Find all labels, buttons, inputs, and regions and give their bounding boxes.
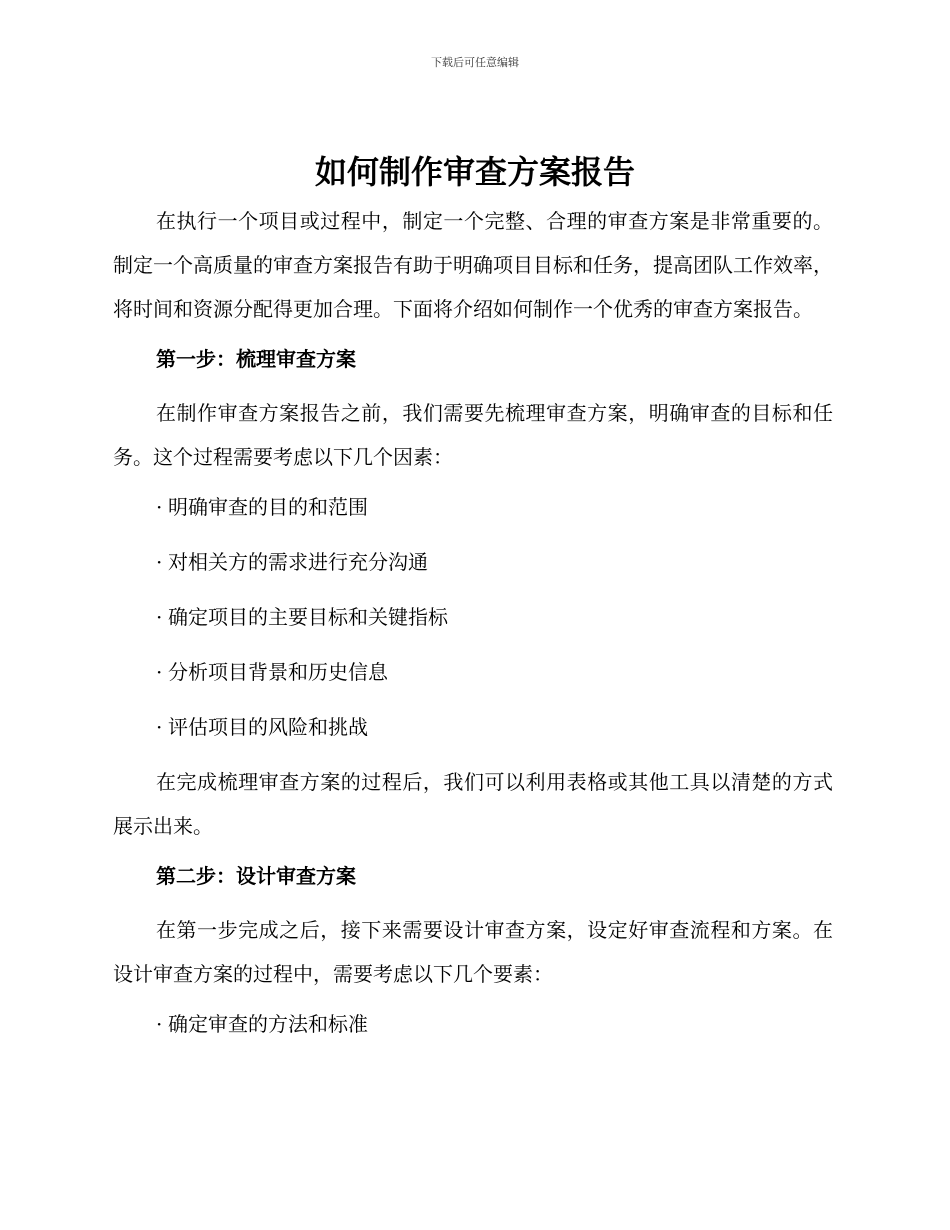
list-item-text: 分析项目背景和历史信息 bbox=[168, 660, 388, 684]
bullet-icon: · bbox=[156, 495, 163, 519]
list-item bbox=[113, 540, 833, 584]
list-item bbox=[113, 650, 833, 694]
bullet-icon: · bbox=[156, 660, 163, 684]
bullet-icon: · bbox=[156, 605, 163, 629]
header-note: 下载后可任意编辑 bbox=[431, 56, 519, 69]
document-body bbox=[113, 199, 833, 1057]
list-item-text: 明确审查的目的和范围 bbox=[168, 495, 368, 519]
intro-paragraph: 在执行一个项目或过程中，制定一个完整、合理的审查方案是非常重要的。制定一个高质量的审查方案报告有助于明确项目目标和任务，提高团队工作效率，将时间和资源分配得更加合理。下面将介绍如何制作一个优秀的审查方案报告。 bbox=[113, 209, 833, 321]
list-item-text: 对相关方的需求进行充分沟通 bbox=[168, 550, 428, 574]
list-item-text: 确定审查的方法和标准 bbox=[168, 1012, 368, 1036]
list-item-text: 评估项目的风险和挑战 bbox=[168, 715, 368, 739]
bullet-icon: · bbox=[156, 715, 163, 739]
bullet-icon: · bbox=[156, 550, 163, 574]
list-item bbox=[113, 485, 833, 529]
step2-heading: 第二步：设计审查方案 bbox=[156, 864, 356, 888]
list-item-text: 确定项目的主要目标和关键指标 bbox=[168, 605, 448, 629]
step1-heading: 第一步：梳理审查方案 bbox=[156, 347, 356, 371]
step2-paragraph: 在第一步完成之后，接下来需要设计审查方案，设定好审查流程和方案。在设计审查方案的过程中，需要考虑以下几个要素： bbox=[113, 918, 833, 986]
document-title: 如何制作审查方案报告 bbox=[314, 153, 635, 191]
list-item bbox=[113, 595, 833, 639]
step1-closing-paragraph: 在完成梳理审查方案的过程后，我们可以利用表格或其他工具以清楚的方式展示出来。 bbox=[113, 770, 833, 838]
list-item bbox=[113, 1002, 833, 1046]
bullet-icon: · bbox=[156, 1012, 163, 1036]
list-item bbox=[113, 705, 833, 749]
step1-paragraph: 在制作审查方案报告之前，我们需要先梳理审查方案，明确审查的目标和任务。这个过程需要考虑以下几个因素： bbox=[113, 401, 833, 469]
